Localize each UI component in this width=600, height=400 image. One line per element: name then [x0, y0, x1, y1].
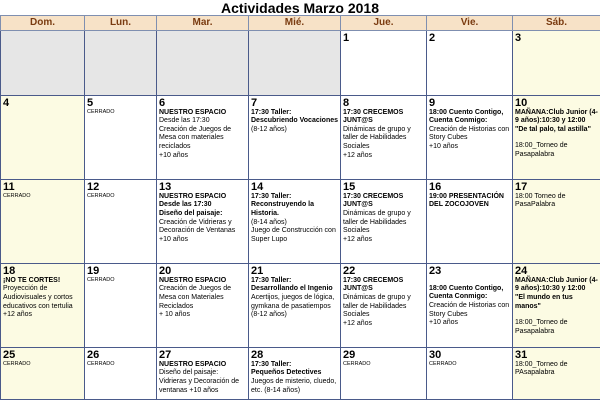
event-text: +10 años — [429, 143, 458, 151]
day-cell — [249, 95, 341, 179]
day-cell — [427, 263, 513, 347]
event-text: Dinámicas de grupo y taller de Habilidades Sociales — [343, 293, 411, 319]
event-text: +10 años — [429, 319, 458, 327]
day-number: 12 — [87, 180, 100, 193]
day-cell — [85, 179, 157, 263]
weekday-header: Mar. — [157, 16, 249, 31]
event-text: 17:30 Taller: — [251, 360, 292, 368]
event-text: 18:00_Torneo de Pasapalabra — [515, 142, 568, 159]
event-text: CERRADO — [429, 360, 457, 367]
day-number: 22 — [343, 264, 356, 277]
day-number: 27 — [159, 348, 172, 361]
day-cell — [85, 347, 157, 399]
day-cell — [1, 95, 85, 179]
day-cell — [157, 95, 249, 179]
day-number: 16 — [429, 180, 442, 193]
event-text: 18:00_Torneo de Pasapalabra — [515, 319, 568, 335]
weekday-header: Jue. — [341, 16, 427, 31]
event-text: 17:30 CRECEMOS JUNT@S — [343, 108, 404, 125]
day-number: 17 — [515, 180, 528, 193]
weekday-header: Sáb. — [513, 16, 600, 31]
week-row — [1, 95, 600, 179]
day-cell — [157, 347, 249, 399]
weekday-header: Dom. — [1, 16, 85, 31]
day-cell — [1, 179, 85, 263]
event-text: Proyección de Audiovisuales y cortos educativos con tertulia — [3, 285, 73, 310]
day-cell — [341, 95, 427, 179]
event-text: +12 años — [343, 319, 372, 327]
event-text: Diseño del paisaje: — [159, 369, 219, 377]
day-number: 4 — [3, 96, 10, 109]
event-text: Juego de Construcción con Super Lupo — [251, 227, 336, 243]
event-text: CERRADO — [87, 192, 115, 199]
event-text: (8-12 años) — [251, 311, 287, 319]
day-number: 29 — [343, 348, 356, 361]
event-text: Creación de Historias con Story Cubes — [429, 125, 510, 142]
event-text: Creación de Historias con Story Cubes — [429, 301, 510, 318]
event-text: 18:00_Torneo de PAsapalabra — [515, 360, 568, 377]
day-cell — [157, 263, 249, 347]
event-text: 17:30 CRECEMOS JUNT@S — [343, 192, 404, 209]
empty-day-cell — [249, 31, 341, 96]
day-cell — [427, 31, 513, 96]
day-number: 20 — [159, 264, 172, 277]
event-text: +12 años — [3, 311, 32, 319]
week-row — [1, 263, 600, 347]
empty-day-cell — [157, 31, 249, 96]
day-number: 14 — [251, 180, 264, 193]
event-text: NUESTRO ESPACIO — [159, 192, 227, 200]
day-cell — [513, 263, 600, 347]
event-text: "De tal palo, tal astilla" — [515, 125, 591, 133]
day-number: 23 — [429, 264, 442, 277]
event-text: MAÑANA:Club Junior (4-9 años):10:30 y 12:00 — [515, 276, 598, 293]
event-text: NUESTRO ESPACIO — [159, 360, 227, 368]
event-text: "El mundo en tus manos" — [515, 293, 573, 310]
event-text: Dinámicas de grupo y taller de Habilidades Sociales — [343, 209, 411, 235]
day-number: 9 — [429, 96, 436, 109]
event-text: Juegos de misterio, cluedo, etc. (8-14 años) — [251, 378, 337, 394]
day-cell — [427, 95, 513, 179]
event-text: Creación de Juegos de Mesa con materiales reciclados — [159, 125, 231, 151]
event-text: 17:30 CRECEMOS JUNT@S — [343, 276, 404, 293]
empty-day-cell — [85, 31, 157, 96]
day-cell — [341, 347, 427, 399]
event-text: MAÑANA:Club Junior (4-9 años):10:30 y 12:00 — [515, 108, 598, 125]
day-number: 24 — [515, 264, 528, 277]
day-cell — [249, 179, 341, 263]
event-text: Acertijos, juegos de lógica, gymkana de pasatiempos — [251, 293, 335, 310]
event-text: + 10 años — [159, 311, 190, 319]
event-text: CERRADO — [343, 360, 371, 367]
event-text: (8-14 años) — [251, 218, 287, 226]
day-cell — [513, 95, 600, 179]
day-number: 5 — [87, 96, 94, 109]
day-number: 26 — [87, 348, 100, 361]
day-number: 28 — [251, 348, 264, 361]
weekday-header-row — [1, 16, 600, 31]
day-cell — [513, 179, 600, 263]
week-row — [1, 347, 600, 399]
event-text: ¡NO TE CORTES! — [3, 276, 61, 284]
event-text: 18:00 Cuento Contigo, Cuenta Conmigo: — [429, 108, 504, 125]
event-text: CERRADO — [3, 192, 31, 199]
day-cell — [513, 31, 600, 96]
event-text: Creación de Vidrieras y Decoración de Ventanas — [159, 218, 236, 235]
day-number: 21 — [251, 264, 264, 277]
weekday-header: Lun. — [85, 16, 157, 31]
event-text: CERRADO — [3, 360, 31, 367]
day-number: 25 — [3, 348, 16, 361]
event-text: Dinámicas de grupo y taller de Habilidades Sociales — [343, 125, 411, 151]
day-cell — [341, 263, 427, 347]
day-number: 7 — [251, 96, 258, 109]
day-number: 2 — [429, 32, 436, 44]
event-text: CERRADO — [87, 360, 115, 367]
calendar-title: Actividades Marzo 2018 — [221, 0, 379, 16]
event-text: NUESTRO ESPACIO — [159, 108, 227, 116]
day-number: 19 — [87, 264, 100, 277]
day-number: 6 — [159, 96, 166, 109]
day-number: 3 — [515, 32, 522, 44]
event-text: CERRADO — [87, 276, 115, 283]
event-text: 18:00 Torneo de PasaPalabra — [515, 192, 566, 209]
day-number: 11 — [3, 180, 15, 193]
week-row — [1, 31, 600, 96]
day-number: 10 — [515, 96, 528, 109]
day-cell — [85, 263, 157, 347]
day-cell — [341, 179, 427, 263]
day-cell — [427, 179, 513, 263]
day-cell — [1, 263, 85, 347]
event-text: (8-12 años) — [251, 125, 287, 133]
event-text: CERRADO — [87, 108, 115, 115]
event-text: 18:00 Cuento Contigo, Cuenta Conmigo: — [429, 284, 504, 301]
week-row — [1, 179, 600, 263]
weekday-header: Vie. — [427, 16, 513, 31]
event-text: Pequeños Detectives — [251, 369, 322, 377]
event-text: 17:30 Taller: Reconstruyendo la Historia. — [251, 192, 315, 217]
event-text: Desde las 17:30 — [159, 201, 212, 209]
day-cell — [427, 347, 513, 399]
event-text: 17:30 Taller: Descubriendo Vocaciones — [251, 108, 339, 125]
event-text: +10 años — [159, 151, 188, 159]
event-text: 17:30 Taller: — [251, 276, 292, 284]
event-text: Desde las 17:30 — [159, 117, 210, 125]
event-text: +12 años — [343, 235, 372, 243]
event-text: +12 años — [343, 151, 372, 159]
day-number: 1 — [343, 32, 350, 44]
day-number: 13 — [159, 180, 172, 193]
day-cell — [513, 347, 600, 399]
day-number: 18 — [3, 264, 16, 277]
day-cell — [1, 347, 85, 399]
event-text: Creación de Juegos de Mesa con Materiales Reciclados — [159, 285, 231, 310]
day-cell — [341, 31, 427, 96]
day-number: 31 — [515, 348, 528, 361]
event-text: Desarrollando el Ingenio — [251, 285, 333, 293]
day-number: 30 — [429, 348, 442, 361]
event-text: Vidrieras y Decoración de ventanas +10 años — [159, 378, 240, 394]
event-text: +10 años — [159, 235, 188, 243]
calendar-grid — [0, 15, 600, 400]
day-cell — [85, 95, 157, 179]
day-cell — [249, 263, 341, 347]
day-number: 8 — [343, 96, 350, 109]
event-text: Diseño del paisaje: — [159, 209, 223, 217]
event-text: NUESTRO ESPACIO — [159, 276, 227, 284]
day-number: 15 — [343, 180, 356, 193]
empty-day-cell — [1, 31, 85, 96]
day-cell — [249, 347, 341, 399]
day-cell — [157, 179, 249, 263]
weekday-header: Mié. — [249, 16, 341, 31]
event-text: 19:00 PRESENTACIÓN DEL ZOCOJOVEN — [429, 192, 504, 209]
